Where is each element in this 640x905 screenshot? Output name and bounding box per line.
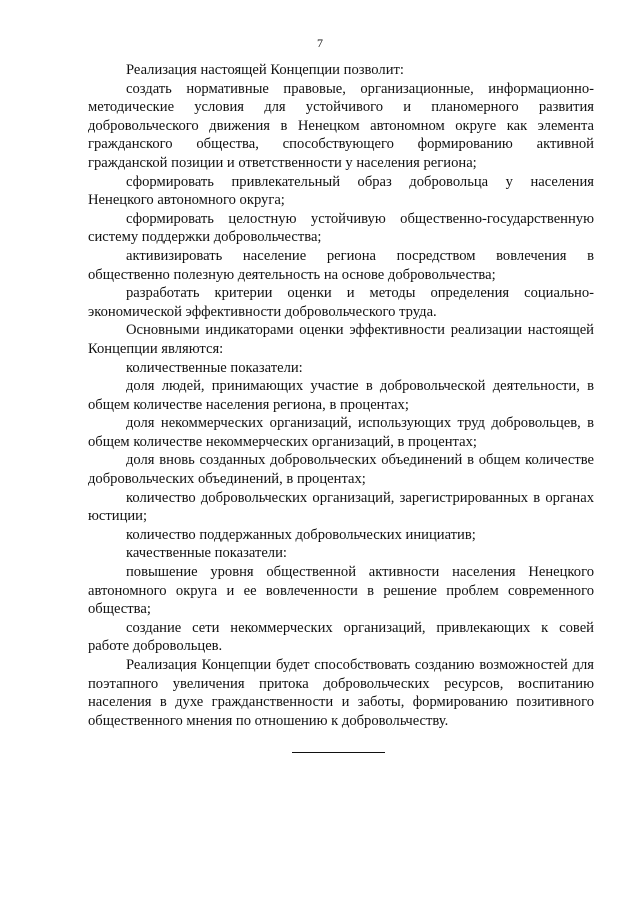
paragraph-goal-image: сформировать привлекательный образ добровольца у населения Ненецкого автономного округа; [88,173,594,209]
paragraph-qualitative-heading: качественные показатели: [126,545,287,562]
paragraph-indicator-people-share: доля людей, принимающих участие в добровольческой деятельности, в общем количестве населения региона, в процентах; [88,378,594,413]
paragraph-goal-system: сформировать целостную устойчивую общественно-государственную систему поддержки добровольчества; [88,210,594,246]
paragraph-indicator-new-associations: доля вновь созданных добровольческих объединений в общем количестве добровольческих объединений, в процентах; [88,452,594,488]
paragraph-quantitative-heading: количественные показатели: [126,359,303,376]
paragraph-indicator-initiatives: количество поддержанных добровольческих инициатив; [126,526,476,543]
end-divider-line [292,752,385,753]
paragraph-indicators-intro: Основными индикаторами оценки эффективности реализации настоящей Концепции являются: [88,322,594,357]
paragraph-goal-criteria: разработать критерии оценки и методы определения социально-экономической эффективности добровольческого труда. [88,285,594,320]
paragraph-intro: Реализация настоящей Концепции позволит: [126,62,404,78]
page-number: 7 [317,36,323,50]
paragraph-indicator-nko-network: создание сети некоммерческих организаций, привлекающих к совей работе добровольцев. [88,619,594,655]
paragraph-goal-activation: активизировать население региона посредством вовлечения в общественно полезную деятельность на основе добровольчества; [88,247,594,283]
paragraph-indicator-nko-share: доля некоммерческих организаций, использующих труд добровольцев, в общем количестве некоммерческих организаций, в процентах; [88,415,594,450]
paragraph-goal-conditions: создать нормативные правовые, организационные, информационно-методические условия для устойчивого и планомерного развития добровольческого движения в Ненецком автономном округе как элемента гражданского общества, способствующего формированию активной гражданской позиции и ответственности у населения региона; [88,80,594,171]
paragraph-indicator-activity-level: повышение уровня общественной активности населения Ненецкого автономного округа и ее вовлеченности в решение проблем современного общества; [88,564,594,618]
document-body [88,61,594,730]
paragraph-conclusion: Реализация Концепции будет способствовать созданию возможностей для поэтапного увеличения притока добровольческих ресурсов, воспитанию населения в духе гражданственности и заботы, формированию позитивного общественного мнения по отношению к добровольчеству. [88,657,594,729]
paragraph-indicator-registered-orgs: количество добровольческих организаций, зарегистрированных в органах юстиции; [88,489,594,525]
